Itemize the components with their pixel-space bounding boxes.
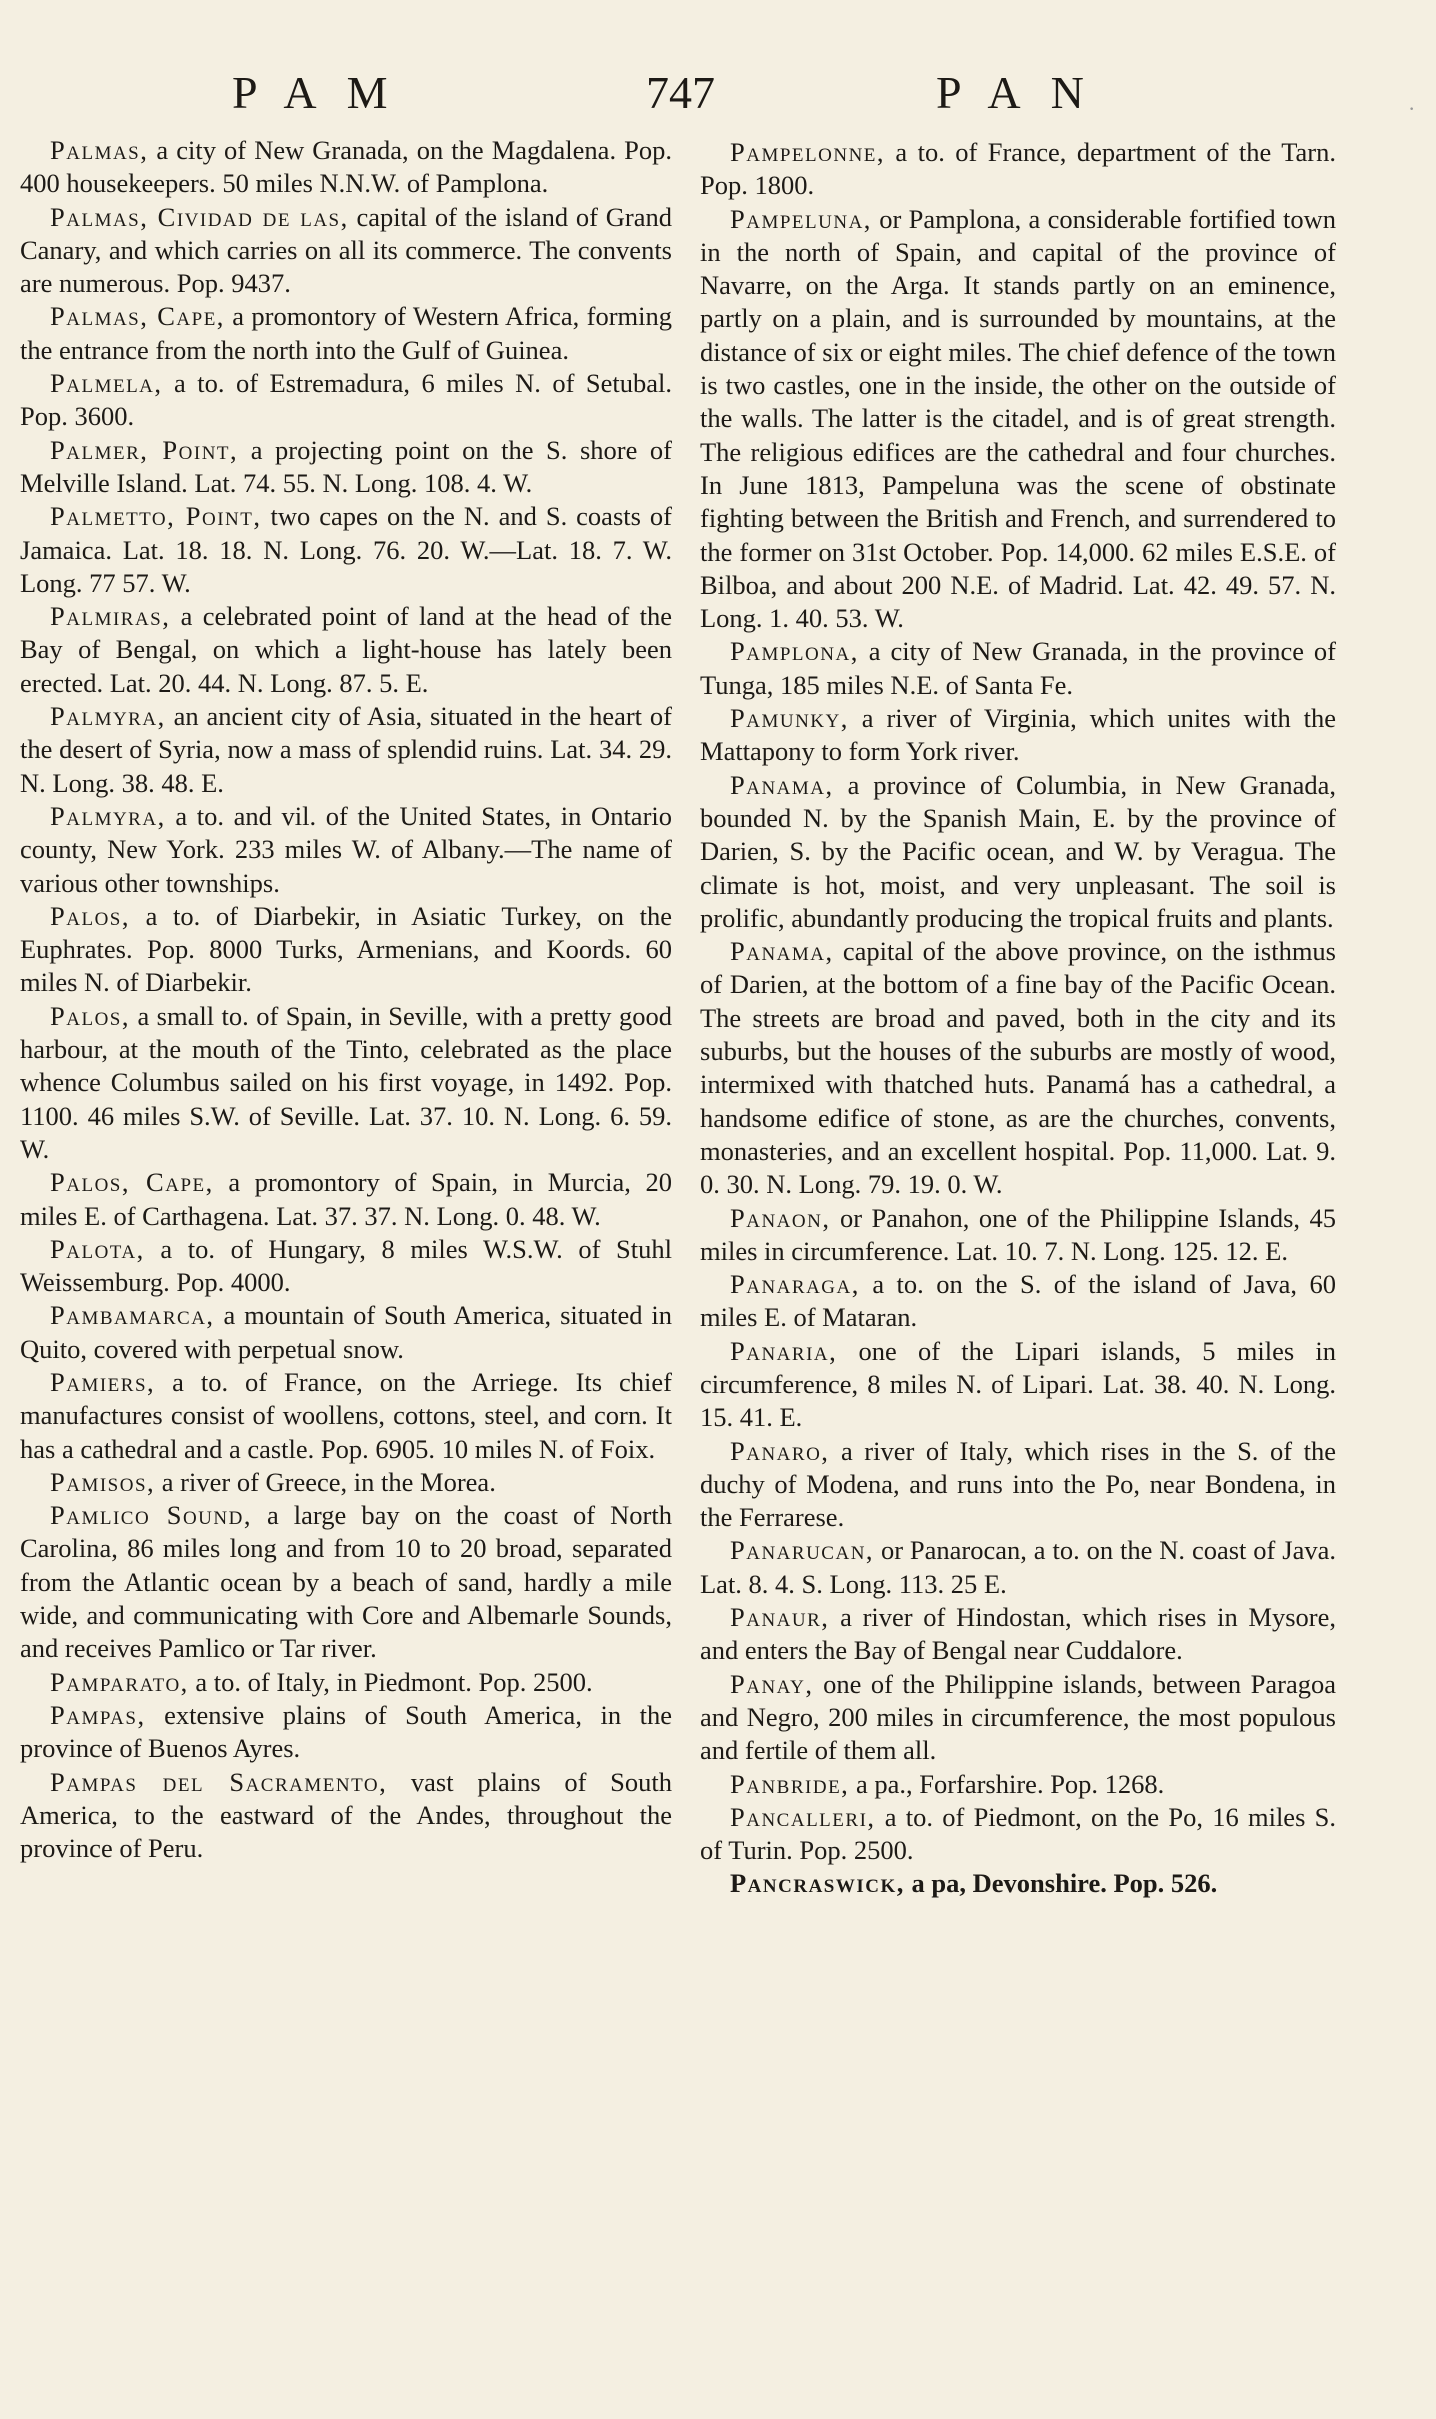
gazetteer-entry <box>20 1499 672 1665</box>
entry-text: a mountain of South America, situated in Quito, covered with perpetual snow. <box>20 1300 672 1364</box>
entry-text: a province of Columbia, in New Granada, bounded N. by the Spanish Main, E. by the province of Darien, S. by the Pacific ocean, and W. by Veragua. The climate is hot, moist, and very unpleasant. The soil is prolific, abundantly producing the tropical fruits and plants. <box>700 769 1336 933</box>
entry-text: a to. of Estremadura, 6 miles N. of Setubal. Pop. 3600. <box>20 368 672 432</box>
entry-headword: Pamparato, <box>50 1666 189 1697</box>
gazetteer-entry <box>20 300 672 367</box>
entry-text: or Panahon, one of the Philippine Islands, 45 miles in circumference. Lat. 10. 7. N. Long. 125. 12. E. <box>700 1202 1336 1266</box>
entry-headword: Palmiras, <box>50 601 171 632</box>
entry-headword: Palos, Cape, <box>50 1167 214 1198</box>
gazetteer-entry <box>20 900 672 1000</box>
gazetteer-entry <box>700 136 1336 203</box>
gazetteer-entry <box>20 1299 672 1366</box>
gazetteer-entry <box>20 1699 672 1766</box>
gazetteer-entry <box>700 1801 1336 1868</box>
left-column <box>20 134 672 1865</box>
entry-headword: Palmyra, <box>50 701 166 732</box>
entry-headword: Palmas, Cape, <box>50 301 225 332</box>
entry-text: a celebrated point of land at the head of the Bay of Bengal, on which a light-house has lately been erected. Lat. 20. 44. N. Long. 87. 5. E. <box>20 601 672 698</box>
entry-headword: Pamplona, <box>730 636 859 667</box>
gazetteer-entry <box>20 201 672 301</box>
entry-headword: Panaria, <box>730 1335 838 1366</box>
entry-headword: Panaro, <box>730 1435 830 1466</box>
entry-text: a river of Greece, in the Morea. <box>155 1466 496 1497</box>
entry-text: two capes on the N. and S. coasts of Jamaica. Lat. 18. 18. N. Long. 76. 20. W.—Lat. 18. 7. W. Long. 77 57. W. <box>20 501 672 598</box>
entry-headword: Palos, <box>50 1000 130 1031</box>
gazetteer-entry <box>20 434 672 501</box>
gazetteer-entry <box>700 1534 1336 1601</box>
entry-text: capital of the above province, on the isthmus of Darien, at the bottom of a fine bay of the Pacific Ocean. The streets are broad and paved, both in the city and its suburbs, but the houses of the suburbs are mostly of wood, intermixed with thatched huts. Panamá has a cathedral, a handsome edifice of stone, as are the churches, convents, monasteries, and an excellent hospital. Pop. 11,000. Lat. 9. 0. 30. N. Long. 79. 19. 0. W. <box>700 936 1336 1200</box>
entry-text: a river of Hindostan, which rises in Mysore, and enters the Bay of Bengal near Cuddalore. <box>700 1602 1336 1666</box>
header-left-guide-word: PAM <box>232 67 418 118</box>
entry-text: a projecting point on the S. shore of Melville Island. Lat. 74. 55. N. Long. 108. 4. W. <box>20 434 673 498</box>
entry-text: a to. and vil. of the United States, in Ontario county, New York. 233 miles W. of Albany.—The name of various other townships. <box>20 800 672 898</box>
entry-text: a to. of Piedmont, on the Po, 16 miles S. of Turin. Pop. 2500. <box>700 1801 1336 1866</box>
entry-text: a river of Virginia, which unites with the Mattapony to form York river. <box>700 703 1336 767</box>
entry-headword: Palmer, Point, <box>50 434 239 465</box>
gazetteer-entry <box>700 1268 1336 1335</box>
entry-headword: Palmyra, <box>50 800 166 831</box>
gazetteer-entry <box>700 1435 1336 1535</box>
entry-headword: Palmetto, Point, <box>50 501 262 532</box>
entry-text: or Pamplona, a considerable fortified town in the north of Spain, and capital of the province of Navarre, on the Arga. It stands partly on an eminence, partly on a plain, and is surrounded by mountains, at the distance of six or eight miles. The chief defence of the town is two castles, one in the inside, the other on the outside of the walls. The latter is the citadel, and is of great strength. The religious edifices are the cathedral and four churches. In June 1813, Pampeluna was the scene of obstinate fighting between the British and French, and surrendered to the former on 31st October. Pop. 14,000. 62 miles E.S.E. of Bilboa, and about 200 N.E. of Madrid. Lat. 42. 49. 57. N. Long. 1. 40. 53. W. <box>700 203 1336 634</box>
entry-headword: Pampelonne, <box>730 137 886 167</box>
entry-text: extensive plains of South America, in the province of Buenos Ayres. <box>20 1699 672 1764</box>
gazetteer-entry <box>20 1666 672 1699</box>
entry-text: a city of New Granada, on the Magdalena. Pop. 400 housekeepers. 50 miles N.N.W. of Pamplona. <box>20 135 672 199</box>
gazetteer-entry <box>700 702 1336 769</box>
gazetteer-entry <box>20 1000 672 1166</box>
entry-headword: Panaon, <box>730 1202 831 1233</box>
entry-headword: Panaraga, <box>730 1269 860 1300</box>
right-column <box>700 136 1336 1901</box>
entry-text: capital of the island of Grand Canary, and which carries on all its commerce. The convents are numerous. Pop. 9437. <box>20 201 672 299</box>
entry-headword: Pamisos, <box>50 1466 156 1497</box>
entry-text: or Panarocan, a to. on the N. coast of Java. Lat. 8. 4. S. Long. 113. 25 E. <box>700 1535 1336 1599</box>
gazetteer-entry <box>20 367 672 434</box>
entry-text: a small to. of Spain, in Seville, with a pretty good harbour, at the mouth of the Tinto, celebrated as the place whence Columbus sailed on his first voyage, in 1492. Pop. 1100. 46 miles S.W. of Seville. Lat. 37. 10. N. Long. 6. 59. W. <box>20 1000 672 1164</box>
entry-headword: Panama, <box>730 936 834 967</box>
gazetteer-entry <box>20 1466 672 1499</box>
gazetteer-entry <box>20 500 672 600</box>
entry-headword: Panbride, <box>730 1768 850 1799</box>
gazetteer-entry <box>20 1233 672 1300</box>
entry-text: a to. of France, on the Arriege. Its chief manufactures consist of woollens, cottons, steel, and corn. It has a cathedral and a castle. Pop. 6905. 10 miles N. of Foix. <box>20 1366 672 1464</box>
gazetteer-entry <box>700 203 1336 636</box>
gazetteer-entry <box>700 935 1336 1201</box>
entry-text: vast plains of South America, to the eastward of the Andes, throughout the province of Peru. <box>20 1766 672 1864</box>
entry-headword: Palota, <box>50 1233 145 1264</box>
entry-headword: Pancraswick, <box>730 1868 905 1899</box>
entry-text: a pa, Devonshire. Pop. 526. <box>904 1868 1218 1899</box>
gazetteer-entry <box>20 1766 672 1866</box>
entry-text: a to. of Italy, in Piedmont. Pop. 2500. <box>188 1666 593 1697</box>
gazetteer-entry <box>20 800 672 900</box>
entry-text: a large bay on the coast of North Carolina, 86 miles long and from 10 to 20 broad, separated from the Atlantic ocean by a beach of sand, hardly a mile wide, and communicating with Core and Albemarle Sounds, and receives Pamlico or Tar river. <box>20 1500 672 1664</box>
gazetteer-entry <box>700 769 1336 935</box>
entry-text: a to. on the S. of the island of Java, 60 miles E. of Mataran. <box>700 1269 1336 1333</box>
entry-headword: Pamunky, <box>730 703 849 734</box>
gazetteer-entry <box>700 1202 1336 1269</box>
gazetteer-entry <box>700 1601 1336 1668</box>
entry-headword: Pancalleri, <box>730 1801 876 1832</box>
margin-mark: · <box>1408 96 1416 121</box>
entry-text: a to. of France, department of the Tarn. Pop. 1800. <box>700 137 1336 201</box>
entry-headword: Panarucan, <box>730 1535 875 1566</box>
entry-headword: Palmas, Cividad de las, <box>50 201 349 232</box>
entry-text: one of the Lipari islands, 5 miles in circumference, 8 miles N. of Lipari. Lat. 38. 40. N. Long. 15. 41. E. <box>700 1335 1336 1433</box>
entry-text: an ancient city of Asia, situated in the heart of the desert of Syria, now a mass of splendid ruins. Lat. 34. 29. N. Long. 38. 48. E. <box>20 701 672 798</box>
entry-text: a river of Italy, which rises in the S. of the duchy of Modena, and runs into the Po, near Bondena, in the Ferrarese. <box>700 1435 1336 1533</box>
entry-headword: Panaur, <box>730 1602 830 1633</box>
entry-text: one of the Philippine islands, between Paragoa and Negro, 200 miles in circumference, the most populous and fertile of them all. <box>700 1668 1336 1766</box>
entry-headword: Panay, <box>730 1668 814 1699</box>
entry-headword: Pamlico Sound, <box>50 1500 252 1531</box>
gazetteer-entry <box>700 1867 1336 1900</box>
entry-headword: Pampeluna, <box>730 203 872 234</box>
entry-text: a pa., Forfarshire. Pop. 1268. <box>849 1768 1165 1799</box>
entry-headword: Pambamarca, <box>50 1300 215 1331</box>
entry-headword: Pampas del Sacramento, <box>50 1766 388 1797</box>
entry-text: a to. of Diarbekir, in Asiatic Turkey, on the Euphrates. Pop. 8000 Turks, Armenians, and Koords. 60 miles N. of Diarbekir. <box>20 900 672 998</box>
gazetteer-entry <box>20 600 672 700</box>
entry-headword: Palmas, <box>50 135 149 165</box>
header-right-guide-word: PAN <box>936 67 1114 118</box>
gazetteer-entry <box>700 1768 1336 1801</box>
entry-headword: Pamiers, <box>50 1366 156 1397</box>
gazetteer-entry <box>20 1166 672 1233</box>
entry-text: a city of New Granada, in the province of Tunga, 185 miles N.E. of Santa Fe. <box>700 636 1336 700</box>
entry-text: a promontory of Spain, in Murcia, 20 miles E. of Carthagena. Lat. 37. 37. N. Long. 0. 48. W. <box>20 1167 672 1231</box>
entry-headword: Pampas, <box>50 1699 146 1730</box>
gazetteer-entry <box>700 1335 1336 1435</box>
gazetteer-entry <box>700 635 1336 702</box>
entry-text: a promontory of Western Africa, forming the entrance from the north into the Gulf of Guinea. <box>20 301 672 365</box>
entry-headword: Palos, <box>50 900 130 931</box>
entry-headword: Panama, <box>730 769 834 800</box>
entry-text: a to. of Hungary, 8 miles W.S.W. of Stuhl Weissemburg. Pop. 4000. <box>20 1233 672 1298</box>
gazetteer-entry <box>20 700 672 800</box>
entry-headword: Palmela, <box>50 368 163 399</box>
gazetteer-entry <box>700 1668 1336 1768</box>
gazetteer-entry <box>20 1366 672 1466</box>
running-header <box>0 60 1436 130</box>
page-number: 747 <box>646 67 715 118</box>
gazetteer-entry <box>20 134 672 201</box>
